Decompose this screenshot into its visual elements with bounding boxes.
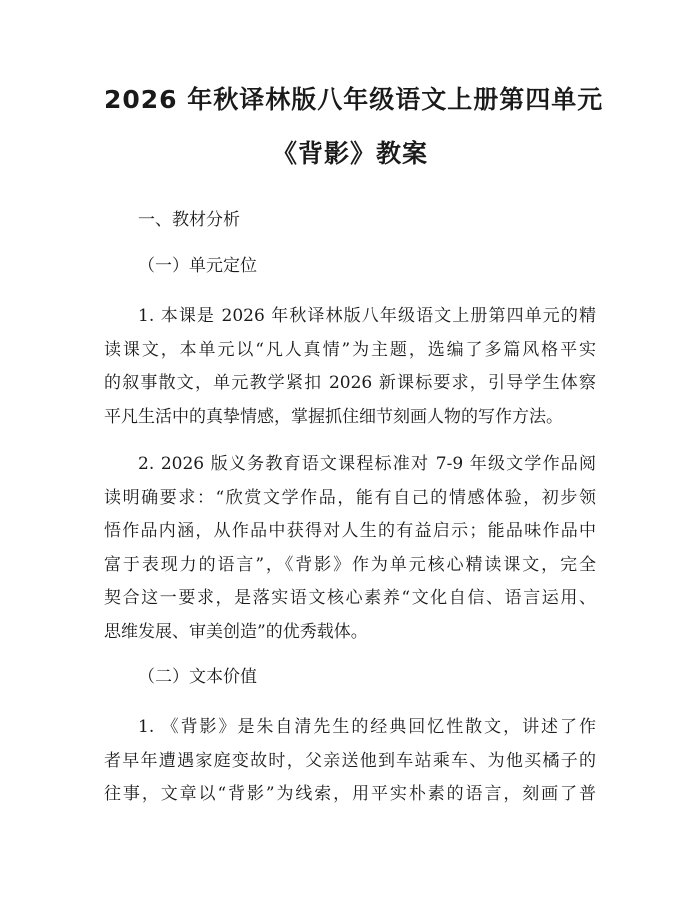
paragraph-line: 契合这一要求，是落实语文核心素养“文化自信、语言运用、	[104, 588, 596, 608]
paragraph-line: 者早年遭遇家庭变故时，父亲送他到车站乘车、为他买橘子的	[104, 750, 596, 771]
paragraph-3	[104, 711, 596, 812]
paragraph-line: 读明确要求：“欣赏文学作品，能有自己的情感体验，初步领	[104, 487, 596, 508]
paragraph-line: 1. 本课是 2026 年秋译林版八年级语文上册第四单元的精	[138, 306, 596, 326]
paragraph-line: 往事，文章以“背影”为线索，用平实朴素的语言，刻画了普	[104, 784, 596, 804]
title-line-1: 2026 年秋译林版八年级语文上册第四单元	[104, 85, 604, 114]
subsection-heading-1: （一）单元定位	[138, 256, 257, 276]
paragraph-line: 的叙事散文，单元教学紧扣 2026 新课标要求，引导学生体察	[104, 373, 596, 393]
paragraph-line: 读课文，本单元以“凡人真情”为主题，选编了多篇风格平实	[104, 339, 596, 360]
paragraph-line: 平凡生活中的真挚情感，掌握抓住细节刻画人物的写作方法。	[104, 406, 563, 427]
paragraph-line: 2. 2026 版义务教育语文课程标准对 7-9 年级文学作品阅	[138, 454, 596, 474]
paragraph-line: 1. 《背影》是朱自清先生的经典回忆性散文，讲述了作	[138, 717, 596, 737]
section-heading-1: 一、教材分析	[138, 210, 240, 230]
paragraph-line: 思维发展、审美创造”的优秀载体。	[104, 621, 368, 642]
paragraph-2	[104, 448, 596, 649]
paragraph-line: 悟作品内涵，从作品中获得对人生的有益启示；能品味作品中	[104, 521, 596, 541]
title-line-2: 《背影》教案	[271, 139, 428, 168]
subsection-heading-2: （二）文本价值	[138, 667, 257, 687]
paragraph-1	[104, 300, 596, 434]
paragraph-line: 富于表现力的语言”，《背影》作为单元核心精读课文，完全	[104, 554, 596, 575]
